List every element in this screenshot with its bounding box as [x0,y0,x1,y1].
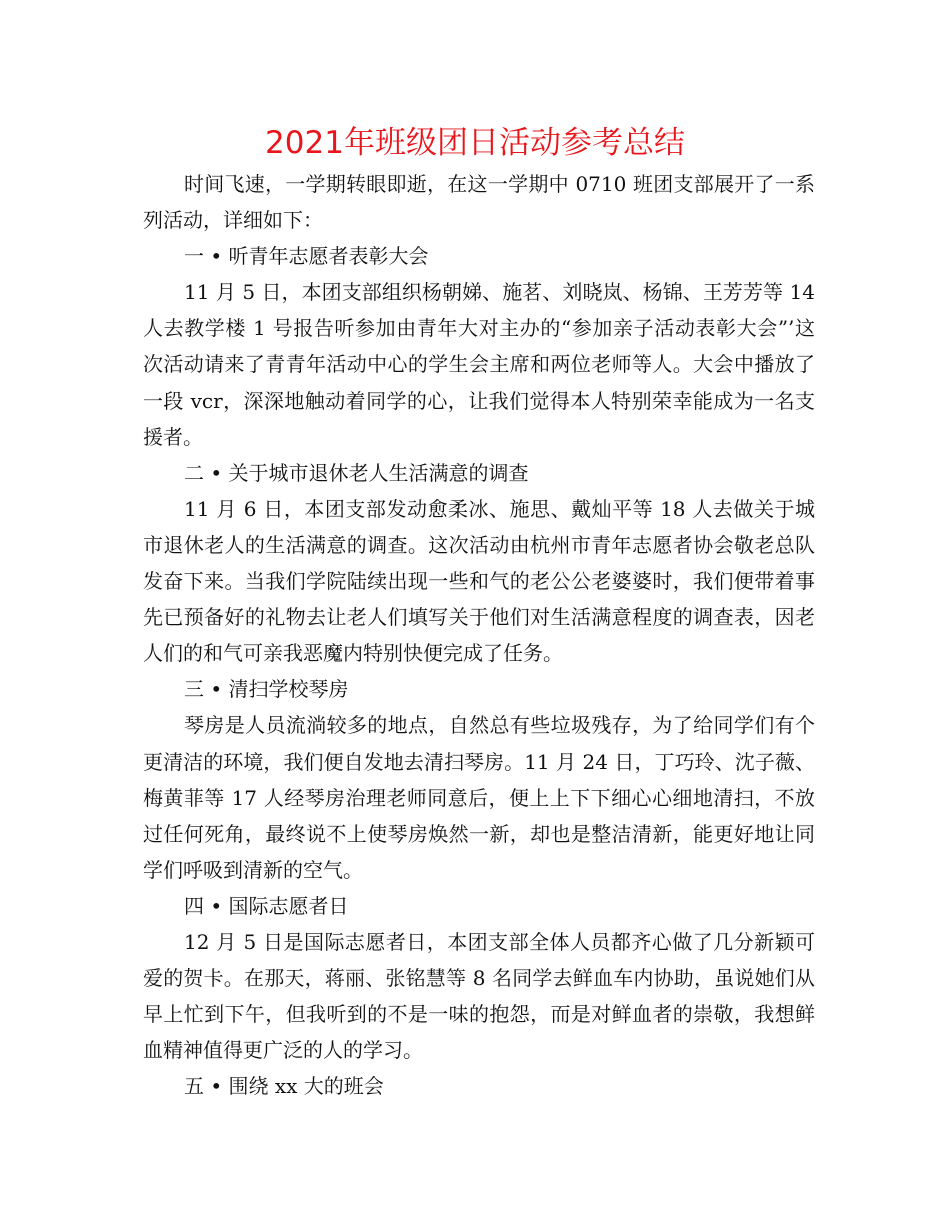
intro-paragraph: 时间飞速，一学期转眼即逝，在这一学期中 0710 班团支部展开了一系列活动，详细如下： [143,172,815,233]
section-paragraph-1: 11 月 5 日，本团支部组织杨朝娣、施茗、刘晓岚、杨锦、王芳芳等 14 人去教学楼 1 号报告听参加由青年大对主办的“参加亲子活动表彰大会”’这次活动请来了青青年活动中心的学生会主席和两位老师等人。大会中播放了一段 vcr，深深地触动着同学的心，让我们觉得本人特别荣幸能成为一名支援者。 [143,280,815,449]
section-heading-1: 一 • 听青年志愿者表彰大会 [184,244,429,269]
section-heading-5: 五 • 围绕 xx 大的班会 [184,1074,384,1099]
section-heading-3: 三 • 清扫学校琴房 [184,677,349,702]
section-heading-2: 二 • 关于城市退休老人生活满意的调查 [184,460,529,485]
section-paragraph-2: 11 月 6 日，本团支部发动愈柔冰、施思、戴灿平等 18 人去做关于城市退休老人的生活满意的调查。这次活动由杭州市青年志愿者协会敬老总队发奋下来。当我们学院陆续出现一些和气的老公公老婆婆时，我们便带着事先已预备好的礼物去让老人们填写关于他们对生活满意程度的调查表，因老人们的和气可亲我恶魔内特别快便完成了任务。 [143,496,815,666]
section-heading-4: 四 • 国际志愿者日 [184,893,349,918]
document-body [143,166,815,1104]
section-paragraph-4: 12 月 5 日是国际志愿者日，本团支部全体人员都齐心做了几分新颖可爱的贺卡。在那天，蒋丽、张铭慧等 8 名同学去鲜血车内协助，虽说她们从早上忙到下午，但我听到的不是一味的抱怨，而是对鲜血者的崇敬，我想鲜血精神值得更广泛的人的学习。 [143,929,815,1063]
document-title: 2021年班级团日活动参考总结 [265,125,685,161]
section-paragraph-3: 琴房是人员流淌较多的地点，自然总有些垃圾残存，为了给同学们有个更清洁的环境，我们便自发地去清扫琴房。11 月 24 日，丁巧玲、沈子薇、梅黄菲等 17 人经琴房治理老师同意后，便上上下下细心心细地清扫，不放过任何死角，最终说不上使琴房焕然一新，却也是整洁清新，能更好地让同学们呼吸到清新的空气。 [143,713,815,882]
